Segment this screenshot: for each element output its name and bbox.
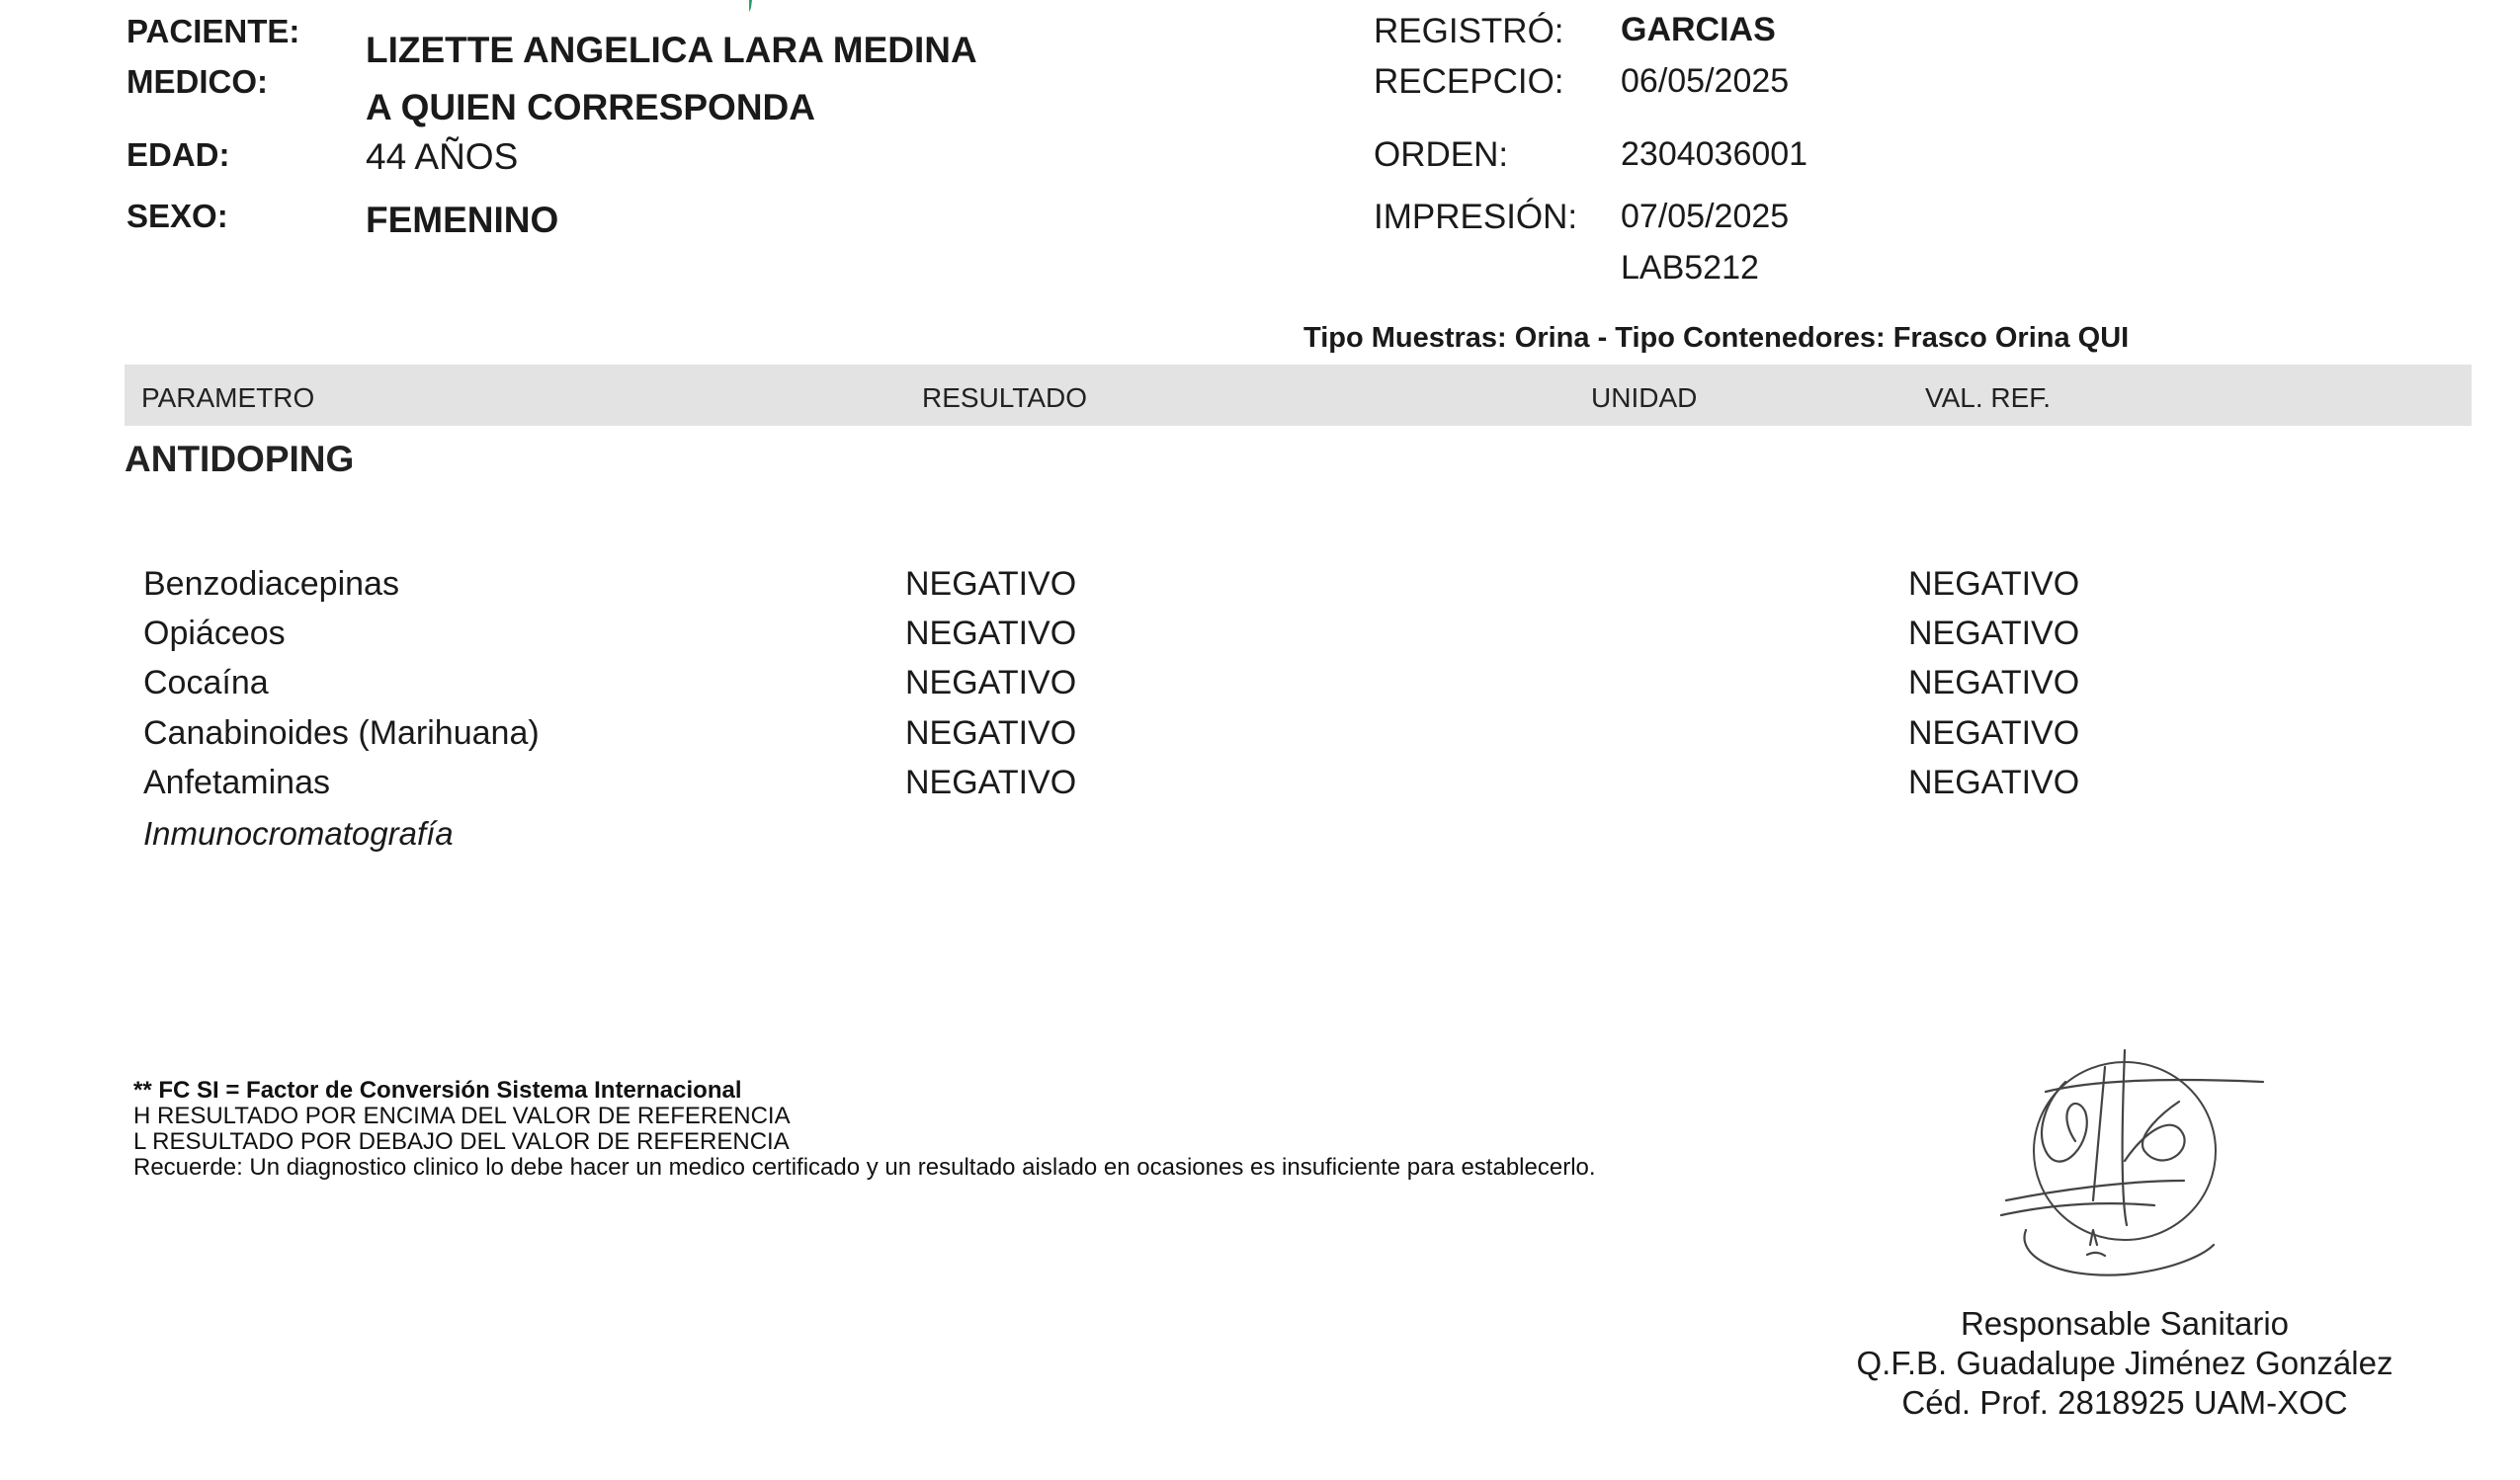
- resultado-cell: NEGATIVO: [905, 664, 1077, 701]
- sexo-value: FEMENINO: [366, 200, 559, 240]
- table-header: [125, 365, 2472, 426]
- parametro-cell: Benzodiacepinas: [143, 565, 399, 603]
- edad-value: 44 AÑOS: [366, 136, 519, 177]
- header-val-ref: VAL. REF.: [1925, 382, 2052, 413]
- parametro-cell: Canabinoides (Marihuana): [143, 714, 540, 752]
- recepcio-value: 06/05/2025: [1621, 62, 1790, 100]
- parametro-cell: Anfetaminas: [143, 764, 330, 801]
- paciente-label: PACIENTE:: [126, 13, 300, 49]
- signatory-block: [1838, 1304, 2411, 1423]
- parametro-cell: Opiáceos: [143, 615, 286, 652]
- medico-value: A QUIEN CORRESPONDA: [366, 87, 816, 127]
- resultado-cell: NEGATIVO: [905, 615, 1077, 652]
- footnotes: [133, 1078, 1596, 1181]
- parametro-cell: Cocaína: [143, 664, 269, 701]
- impresion-label: IMPRESIÓN:: [1374, 198, 1578, 236]
- footnote-l: L RESULTADO POR DEBAJO DEL VALOR DE REFERENCIA: [133, 1128, 790, 1155]
- footnote-disclaimer: Recuerde: Un diagnostico clinico lo debe hacer un medico certificado y un resultado aislado en ocasiones es insuficiente para establecerlo.: [133, 1154, 1596, 1181]
- medico-label: MEDICO:: [126, 63, 268, 100]
- header-resultado: RESULTADO: [922, 382, 1087, 413]
- section-title: ANTIDOPING: [125, 439, 355, 479]
- resultado-cell: NEGATIVO: [905, 565, 1077, 603]
- logo-fragment: [743, 0, 757, 14]
- signatory-name: Q.F.B. Guadalupe Jiménez González: [1856, 1345, 2394, 1381]
- orden-label: ORDEN:: [1374, 135, 1509, 174]
- ref-cell: NEGATIVO: [1908, 615, 2080, 652]
- ref-cell: NEGATIVO: [1908, 764, 2080, 801]
- resultado-cell: NEGATIVO: [905, 764, 1077, 801]
- footnote-fc-si: ** FC SI = Factor de Conversión Sistema Internacional: [133, 1077, 742, 1104]
- recepcio-label: RECEPCIO:: [1374, 62, 1564, 101]
- footnote-h: H RESULTADO POR ENCIMA DEL VALOR DE REFERENCIA: [133, 1103, 791, 1129]
- signature-image: [1976, 1042, 2283, 1289]
- ref-cell: NEGATIVO: [1908, 714, 2080, 752]
- impresion-value: 07/05/2025: [1621, 198, 1790, 235]
- ref-cell: NEGATIVO: [1908, 565, 2080, 603]
- registro-value: GARCIAS: [1621, 11, 1776, 48]
- signatory-license: Céd. Prof. 2818925 UAM-XOC: [1901, 1384, 2348, 1421]
- edad-label: EDAD:: [126, 136, 230, 173]
- header-parametro: PARAMETRO: [141, 382, 315, 413]
- method-note: Inmunocromatografía: [143, 815, 454, 852]
- header-unidad: UNIDAD: [1591, 382, 1698, 413]
- signatory-role: Responsable Sanitario: [1960, 1305, 2290, 1342]
- registro-label: REGISTRÓ:: [1374, 12, 1564, 50]
- orden-value: 2304036001: [1621, 135, 1808, 173]
- resultado-cell: NEGATIVO: [905, 714, 1077, 752]
- sexo-label: SEXO:: [126, 198, 228, 234]
- lab-code: LAB5212: [1621, 249, 1759, 287]
- sample-info: Tipo Muestras: Orina - Tipo Contenedores: Frasco Orina QUI: [1303, 322, 2130, 354]
- ref-cell: NEGATIVO: [1908, 664, 2080, 701]
- paciente-value: LIZETTE ANGELICA LARA MEDINA: [366, 30, 977, 70]
